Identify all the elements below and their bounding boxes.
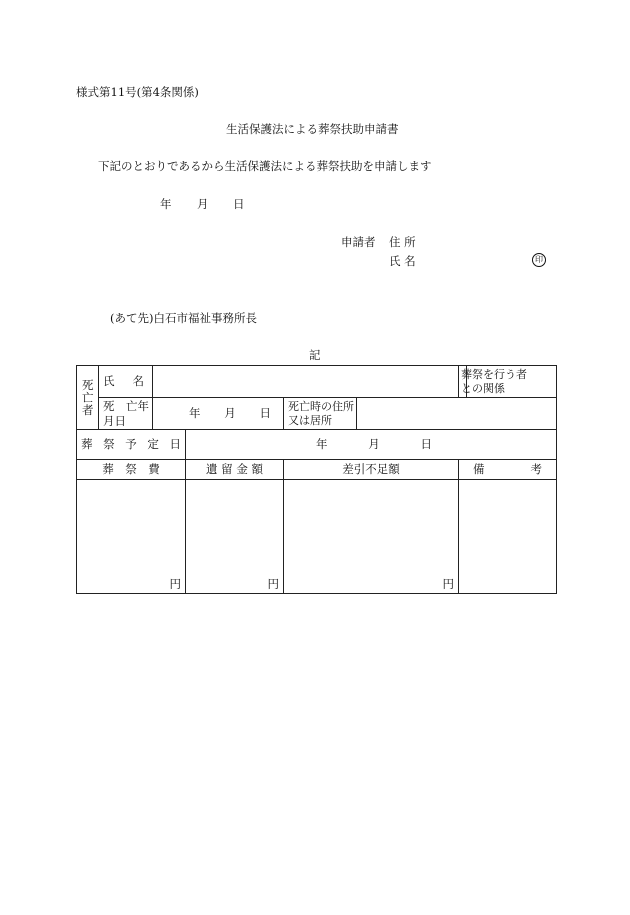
residence-label: 死亡時の住所又は居所	[284, 398, 357, 430]
funeral-cost-field[interactable]: 円	[77, 480, 186, 594]
intro-text: 下記のとおりであるから生活保護法による葬祭扶助を申請します	[98, 159, 432, 173]
death-month: 月	[224, 406, 236, 421]
death-date-field[interactable]	[153, 398, 284, 430]
ki-heading: 記	[309, 348, 321, 362]
addressee: (あて先)白石市福祉事務所長	[110, 311, 257, 325]
year-label: 年	[160, 197, 172, 211]
deceased-name-field[interactable]	[153, 366, 459, 398]
day-label: 日	[233, 197, 245, 211]
shortfall-field[interactable]: 円	[284, 480, 459, 594]
deceased-label: 死亡者	[77, 366, 99, 430]
seal-icon: 印	[532, 253, 546, 267]
form-number: 様式第11号(第4条関係)	[76, 85, 199, 99]
address-label: 住 所	[389, 235, 416, 249]
name-label: 氏 名	[389, 254, 416, 268]
remaining-money-field[interactable]: 円	[186, 480, 284, 594]
document-title: 生活保護法による葬祭扶助申請書	[226, 122, 399, 136]
funeral-date-label: 葬 祭 予 定 日	[77, 430, 186, 460]
relation-label: 葬祭を行う者との関係	[459, 366, 467, 398]
funeral-date-field[interactable]	[186, 430, 557, 460]
deceased-name-label: 氏 名	[99, 366, 153, 398]
column-header-shortfall: 差引不足額	[284, 460, 459, 480]
remarks-field[interactable]	[459, 480, 557, 594]
funeral-month: 月	[368, 437, 380, 452]
death-day: 日	[259, 406, 271, 421]
application-table	[76, 365, 557, 594]
column-header-funeral-cost: 葬 祭 費	[77, 460, 186, 480]
funeral-day: 日	[420, 437, 432, 452]
applicant-label: 申請者	[341, 235, 376, 249]
death-date-label: 死 亡年月日	[99, 398, 153, 430]
month-label: 月	[197, 197, 209, 211]
residence-field[interactable]	[357, 398, 557, 430]
death-year: 年	[189, 406, 201, 421]
column-header-remaining-money: 遺 留 金 額	[186, 460, 284, 480]
funeral-year: 年	[316, 437, 328, 452]
column-header-remarks: 備 考	[459, 460, 557, 480]
